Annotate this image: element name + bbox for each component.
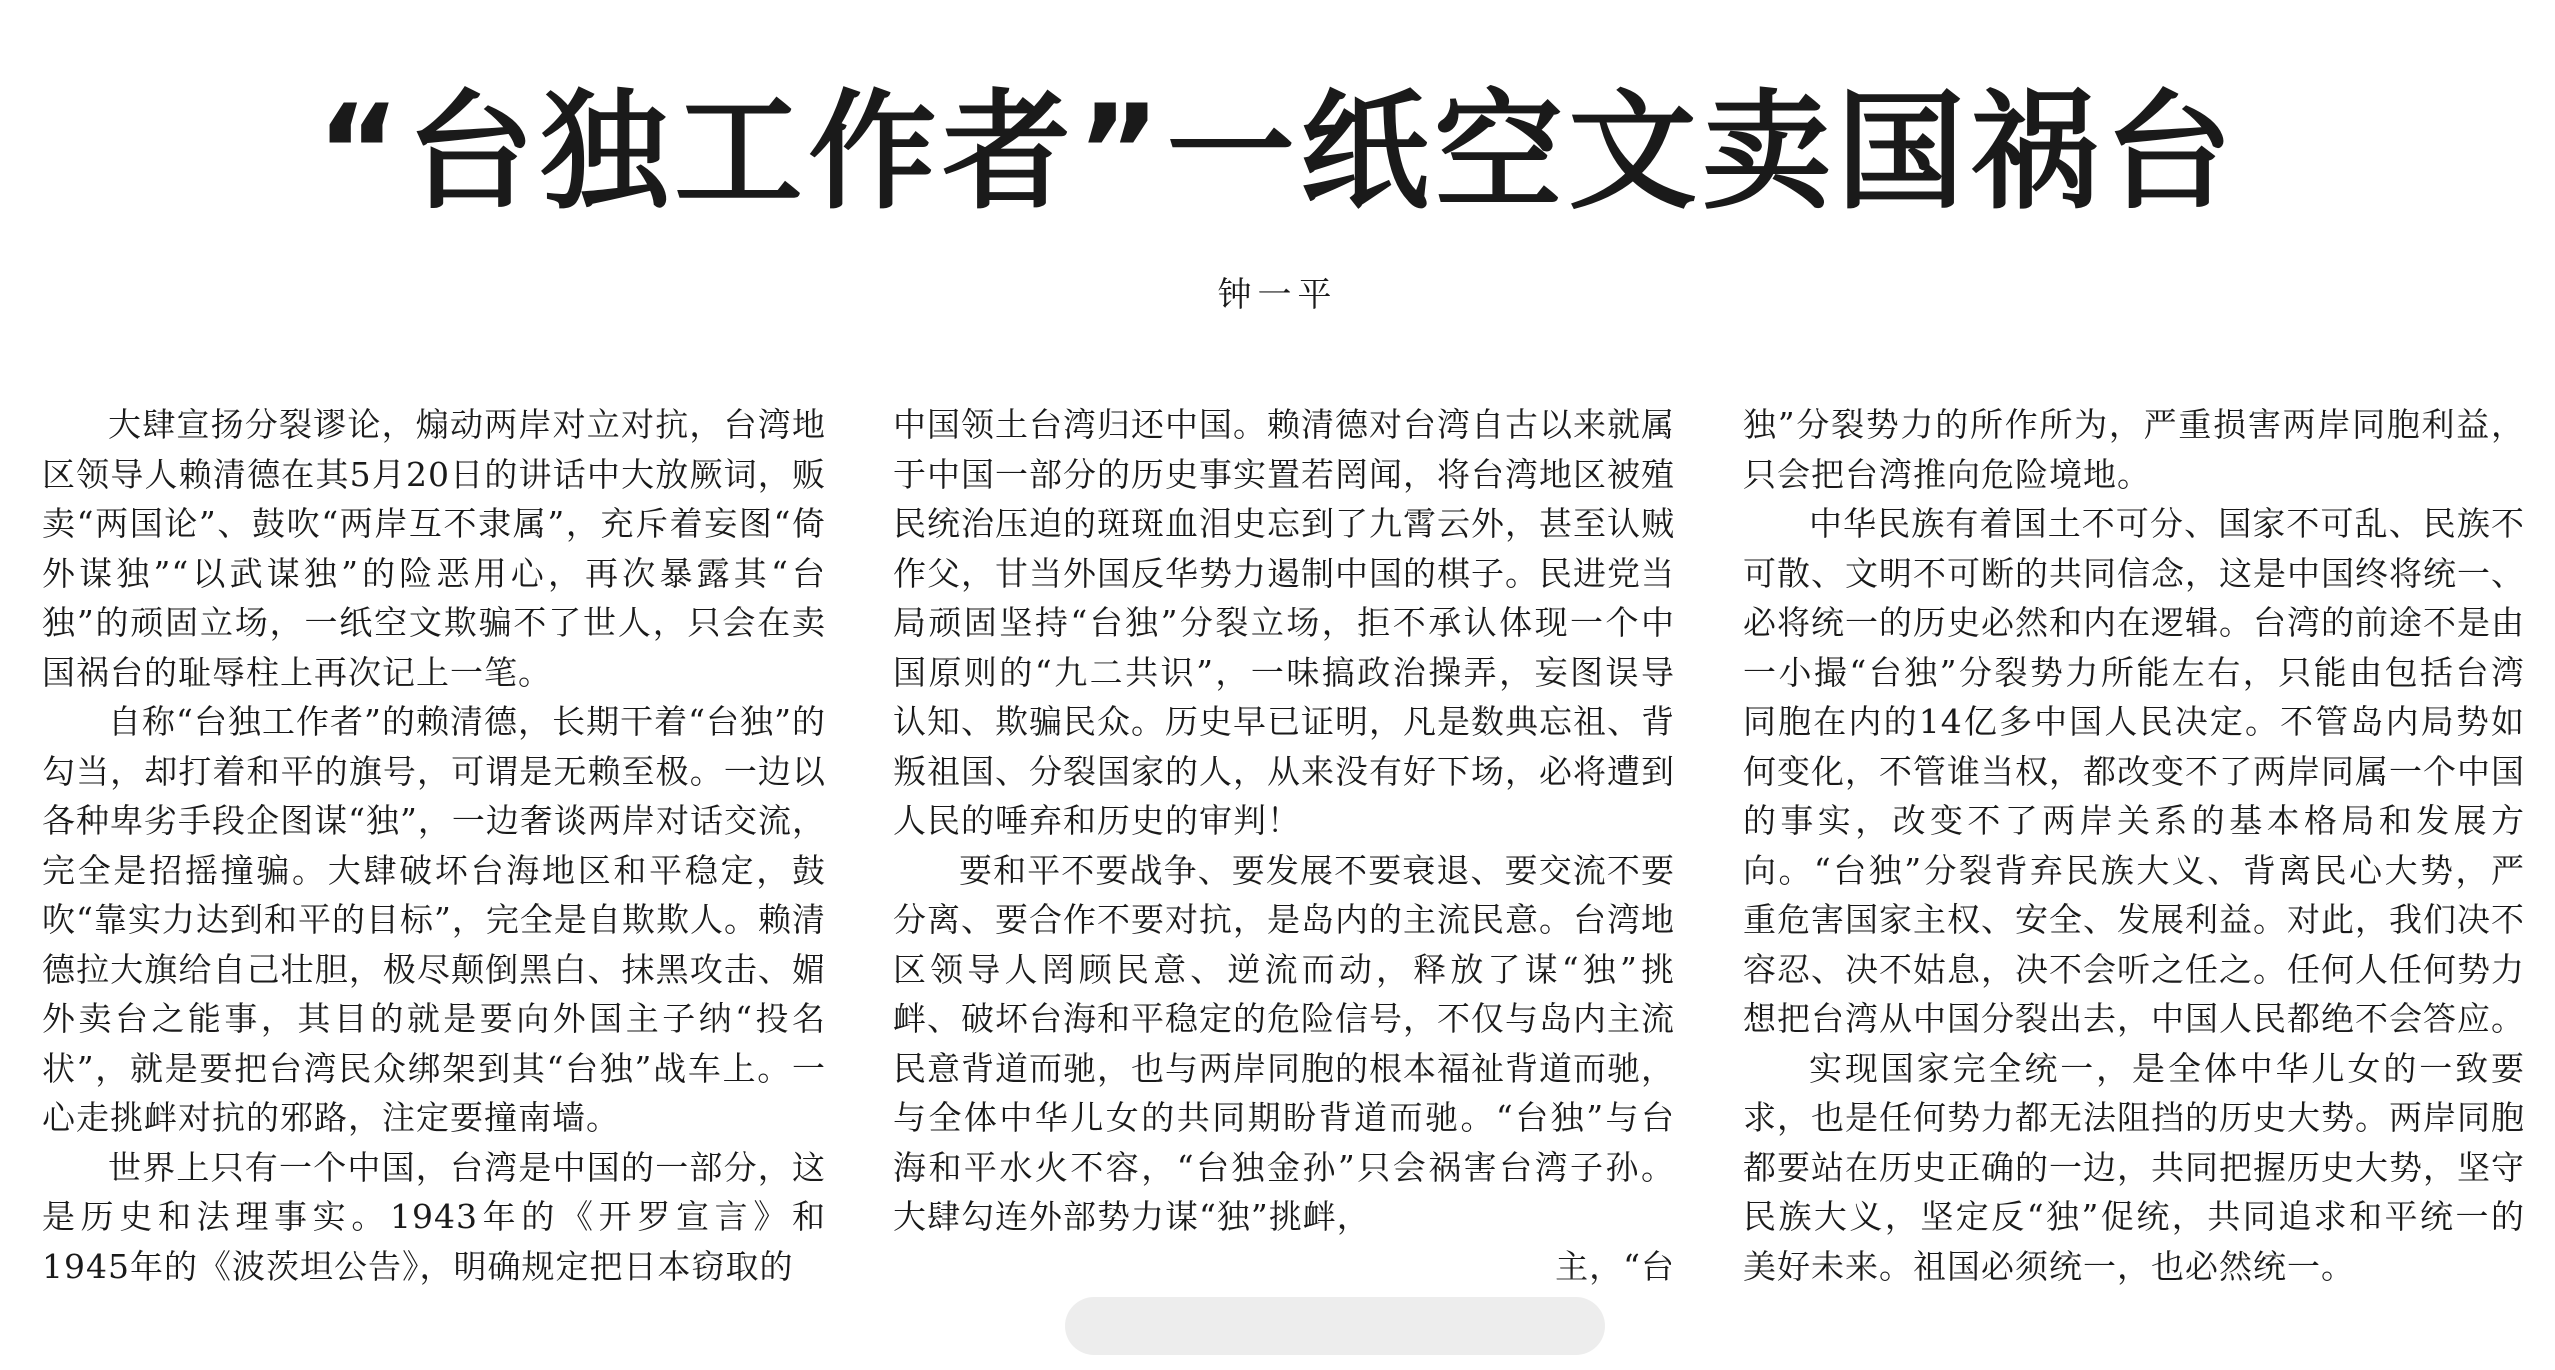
article-column-1 xyxy=(42,400,826,1360)
paragraph: 自称“台独工作者”的赖清德，长期干着“台独”的勾当，却打着和平的旗号，可谓是无赖至极。一边以各种卑劣手段企图谋“独”，一边奢谈两岸对话交流，完全是招摇撞骗。大肆破坏台海地区和平稳定，鼓吹“靠实力达到和平的目标”，完全是自欺欺人。赖清德拉大旗给自己壮胆，极尽颠倒黑白、抹黑攻击、媚外卖台之能事，其目的就是要向外国主子纳“投名状”，就是要把台湾民众绑架到其“台独”战车上。一心走挑衅对抗的邪路，注定要撞南墙。 xyxy=(42,702,826,1137)
article-column-2 xyxy=(893,400,1675,1360)
paragraph-continuation: 独”分裂势力的所作所为，严重损害两岸同胞利益，只会把台湾推向危险境地。 xyxy=(1743,405,2525,494)
paragraph-continuation: 中国领土台湾归还中国。赖清德对台湾自古以来就属于中国一部分的历史事实置若罔闻，将台湾地区被殖民统治压迫的斑斑血泪史忘到了九霄云外，甚至认贼作父，甘当外国反华势力遏制中国的棋子。民进党当局顽固坚持“台独”分裂立场，拒不承认体现一个中国原则的“九二共识”，一味搞政治操弄，妄图误导认知、欺骗民众。历史早已证明，凡是数典忘祖、背叛祖国、分裂国家的人，从来没有好下场，必将遭到人民的唾弃和历史的审判！ xyxy=(893,405,1675,840)
article-byline: 钟一平 xyxy=(1217,275,1338,315)
article-headline: “台独工作者”一纸空文卖国祸台 xyxy=(316,78,2239,227)
article-column-3 xyxy=(1743,400,2525,1360)
paragraph: 大肆宣扬分裂谬论，煽动两岸对立对抗，台湾地区领导人赖清德在其5月20日的讲话中大放厥词，贩卖“两国论”、鼓吹“两岸互不隶属”，充斥着妄图“倚外谋独”“以武谋独”的险恶用心，再次暴露其“台独”的顽固立场，一纸空文欺骗不了世人，只会在卖国祸台的耻辱柱上再次记上一笔。 xyxy=(42,405,826,692)
paragraph: 中华民族有着国土不可分、国家不可乱、民族不可散、文明不可断的共同信念，这是中国终将统一、必将统一的历史必然和内在逻辑。台湾的前途不是由一小撮“台独”分裂势力所能左右，只能由包括台湾同胞在内的14亿多中国人民决定。不管岛内局势如何变化，不管谁当权，都改变不了两岸同属一个中国的事实，改变不了两岸关系的基本格局和发展方向。“台独”分裂背弃民族大义、背离民心大势，严重危害国家主权、安全、发展利益。对此，我们决不容忍、决不姑息，决不会听之任之。任何人任何势力想把台湾从中国分裂出去，中国人民都绝不会答应。 xyxy=(1743,504,2525,1038)
paragraph: 实现国家完全统一，是全体中华儿女的一致要求，也是任何势力都无法阻挡的历史大势。两岸同胞都要站在历史正确的一边，共同把握历史大势，坚守民族大义，坚定反“独”促统，共同追求和平统一的美好未来。祖国必须统一，也必然统一。 xyxy=(1743,1048,2525,1286)
paragraph: 要和平不要战争、要发展不要衰退、要交流不要分离、要合作不要对抗，是岛内的主流民意。台湾地区领导人罔顾民意、逆流而动，释放了谋“独”挑衅、破坏台海和平稳定的危险信号，不仅与岛内主流民意背道而驰，也与两岸同胞的根本福祉背道而驰，与全体中华儿女的共同期盼背道而驰。“台独”与台海和平水火不容，“台独金孙”只会祸害台湾子孙。大肆勾连外部势力谋“独”挑衅， xyxy=(893,850,1675,1236)
watermark-overlay xyxy=(1065,1297,1605,1355)
paragraph: 世界上只有一个中国，台湾是中国的一部分，这是历史和法理事实。1943年的《开罗宣言》和1945年的《波茨坦公告》，明确规定把日本窃取的 xyxy=(42,1147,826,1286)
paragraph-fragment: 主，“台 xyxy=(1555,1246,1675,1286)
